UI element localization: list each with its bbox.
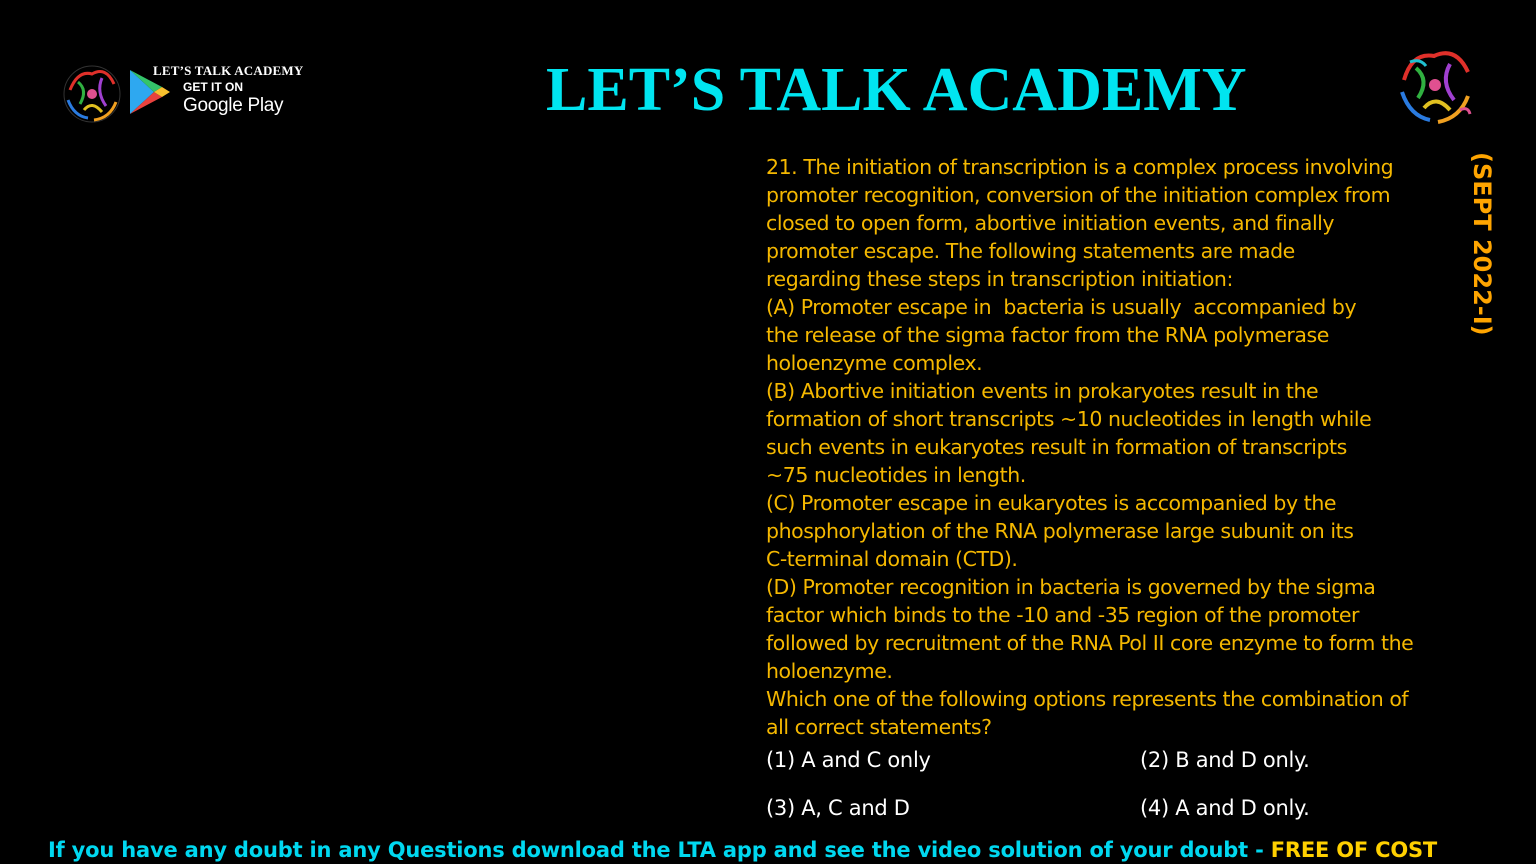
question-line: holoenzyme.	[766, 659, 893, 683]
question-line: (D) Promoter recognition in bacteria is governed by the sigma	[766, 575, 1376, 599]
question-line: (B) Abortive initiation events in prokaryotes result in the	[766, 379, 1319, 403]
option-4[interactable]: (4) A and D only.	[1140, 796, 1310, 820]
exam-session-tag: (SEPT 2022-I)	[1468, 152, 1496, 336]
question-line: C-terminal domain (CTD).	[766, 547, 1018, 571]
footer-highlight: FREE OF COST	[1270, 838, 1438, 862]
question-line: holoenzyme complex.	[766, 351, 983, 375]
question-line: (A) Promoter escape in bacteria is usually accompanied by	[766, 295, 1357, 319]
question-line: factor which binds to the -10 and -35 region of the promoter	[766, 603, 1359, 627]
lta-logo-icon	[58, 60, 126, 128]
question-line: promoter recognition, conversion of the initiation complex from	[766, 183, 1391, 207]
question-line: ~75 nucleotides in length.	[766, 463, 1026, 487]
page-title: LET’S TALK ACADEMY	[546, 56, 1247, 124]
question-line: all correct statements?	[766, 715, 992, 739]
option-1[interactable]: (1) A and C only	[766, 748, 931, 772]
question-line: formation of short transcripts ~10 nucleotides in length while	[766, 407, 1372, 431]
question-line: phosphorylation of the RNA polymerase large subunit on its	[766, 519, 1354, 543]
question-line: regarding these steps in transcription initiation:	[766, 267, 1233, 291]
question-line: Which one of the following options represents the combination of	[766, 687, 1409, 711]
question-text	[766, 153, 1476, 741]
question-line: followed by recruitment of the RNA Pol II core enzyme to form the	[766, 631, 1414, 655]
question-line: promoter escape. The following statements are made	[766, 239, 1295, 263]
option-3[interactable]: (3) A, C and D	[766, 796, 910, 820]
question-line: closed to open form, abortive initiation events, and finally	[766, 211, 1335, 235]
badge-get-it-on-text: GET IT ON	[183, 80, 243, 94]
question-line: the release of the sigma factor from the RNA polymerase	[766, 323, 1329, 347]
footer-banner	[48, 836, 1437, 864]
question-line: 21. The initiation of transcription is a complex process involving	[766, 155, 1394, 179]
question-line: (C) Promoter escape in eukaryotes is accompanied by the	[766, 491, 1337, 515]
option-2[interactable]: (2) B and D only.	[1140, 748, 1310, 772]
badge-brand-text: LET’S TALK ACADEMY	[153, 63, 304, 78]
footer-message: If you have any doubt in any Questions download the LTA app and see the video solution of your doubt -	[48, 838, 1271, 862]
google-play-badge[interactable]	[58, 58, 333, 130]
badge-store-name: Google Play	[183, 95, 284, 116]
lta-logo-icon	[1390, 40, 1480, 130]
question-line: such events in eukaryotes result in formation of transcripts	[766, 435, 1347, 459]
